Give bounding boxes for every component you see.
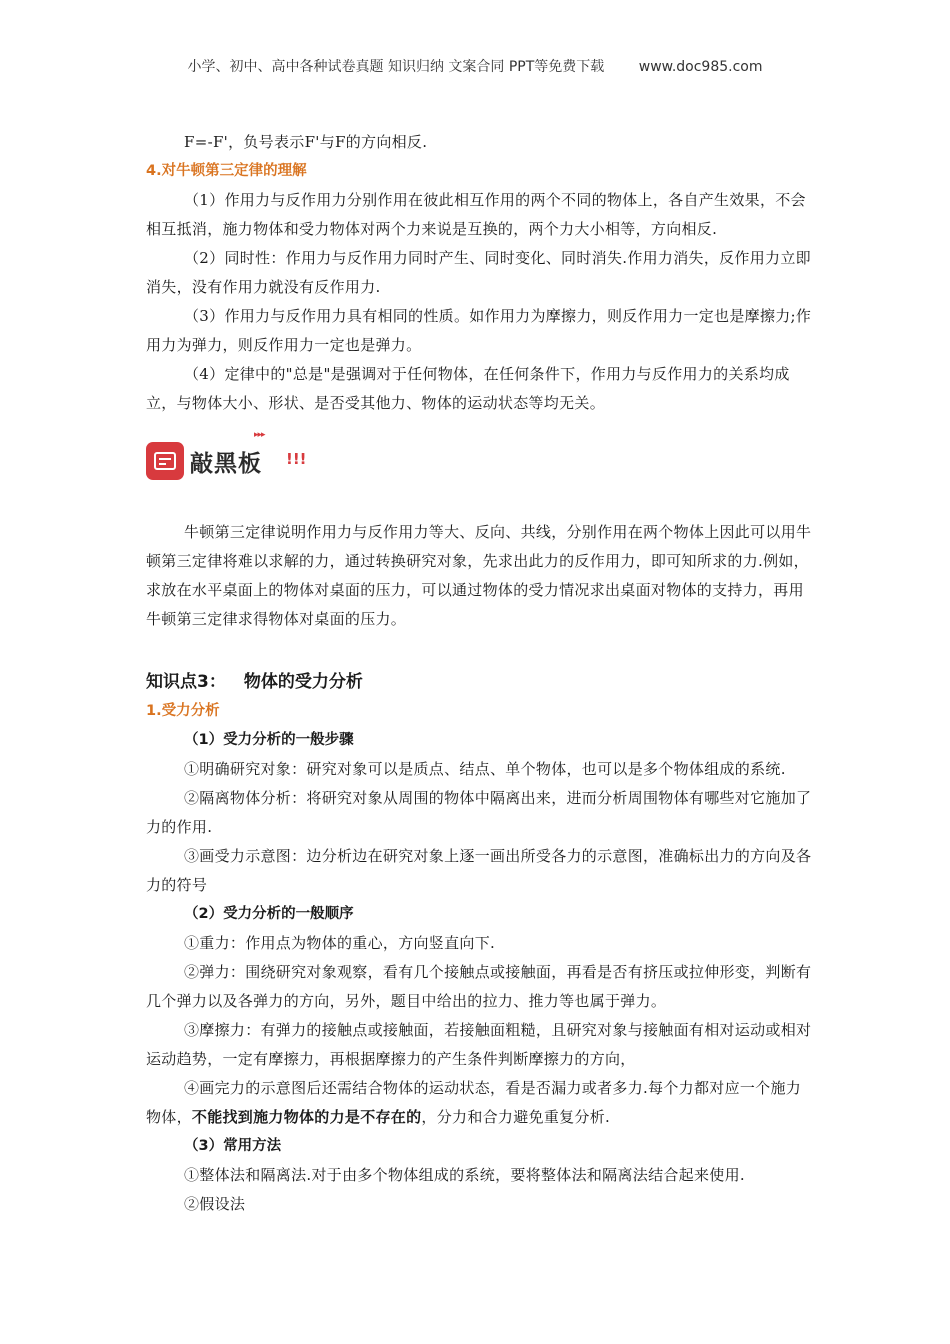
badge-arrows-icon: ▸▸▸ bbox=[254, 430, 265, 440]
knowledge-point-title: 物体的受力分析 bbox=[243, 672, 363, 692]
force-analysis-title: 1.受力分析 bbox=[146, 703, 220, 719]
section-4-item-2: （2）同时性：作用力与反作用力同时产生、同时变化、同时消失.作用力消失，反作用力立即消失，没有作用力就没有反作用力. bbox=[146, 249, 811, 296]
section-4-title: 4.对牛顿第三定律的理解 bbox=[146, 163, 307, 179]
page-header bbox=[0, 56, 950, 76]
order-3: ③摩擦力：有弹力的接触点或接触面，若接触面粗糙，且研究对象与接触面有相对运动或相对运动趋势，一定有摩擦力，再根据摩擦力的产生条件判断摩擦力的方向， bbox=[146, 1021, 812, 1068]
badge-exclamation: !!! bbox=[286, 450, 307, 468]
methods-title: （3）常用方法 bbox=[184, 1138, 282, 1154]
badge-label: 敲黑板 bbox=[190, 451, 262, 477]
header-url[interactable]: www.doc985.com bbox=[638, 59, 763, 75]
knock-blackboard-badge bbox=[146, 430, 814, 480]
order-1: ①重力：作用点为物体的重心，方向竖直向下. bbox=[184, 934, 496, 952]
section-4-item-1: （1）作用力与反作用力分别作用在彼此相互作用的两个不同的物体上，各自产生效果，不会相互抵消，施力物体和受力物体对两个力来说是互换的，两个力大小相等，方向相反. bbox=[146, 191, 806, 238]
knowledge-point-label: 知识点3： bbox=[146, 672, 226, 692]
section-4-item-4: （4）定律中的"总是"是强调对于任何物体，在任何条件下，作用力与反作用力的关系均成立，与物体大小、形状、是否受其他力、物体的运动状态等均无关。 bbox=[146, 365, 790, 412]
method-1: ①整体法和隔离法.对于由多个物体组成的系统，要将整体法和隔离法结合起来使用. bbox=[184, 1166, 745, 1184]
intro-line: F=-F'，负号表示F'与F的方向相反. bbox=[184, 133, 428, 151]
blackboard-icon bbox=[146, 442, 184, 480]
step-2: ②隔离物体分析：将研究对象从周围的物体中隔离出来，进而分析周围物体有哪些对它施加了力的作用. bbox=[146, 789, 812, 836]
note-paragraph: 牛顿第三定律说明作用力与反作用力等大、反向、共线，分别作用在两个物体上因此可以用牛顿第三定律将难以求解的力，通过转换研究对象，先求出此力的反作用力，即可知所求的力.例如，求放在水平桌面上的物体对桌面的压力，可以通过物体的受力情况求出桌面对物体的支持力，再用牛顿第三定律求得物体对桌面的压力。 bbox=[146, 523, 812, 628]
steps-title: （1）受力分析的一般步骤 bbox=[184, 732, 354, 748]
order-4-post: ，分力和合力避免重复分析. bbox=[421, 1108, 611, 1126]
method-2: ②假设法 bbox=[184, 1195, 246, 1213]
order-title: （2）受力分析的一般顺序 bbox=[184, 906, 354, 922]
order-4-bold: 不能找到施力物体的力是不存在的 bbox=[191, 1108, 422, 1126]
step-3: ③画受力示意图：边分析边在研究对象上逐一画出所受各力的示意图，准确标出力的方向及各力的符号 bbox=[146, 847, 812, 894]
step-1: ①明确研究对象：研究对象可以是质点、结点、单个物体，也可以是多个物体组成的系统. bbox=[184, 760, 786, 778]
order-2: ②弹力：围绕研究对象观察，看有几个接触点或接触面，再看是否有挤压或拉伸形变，判断有几个弹力以及各弹力的方向，另外，题目中给出的拉力、推力等也属于弹力。 bbox=[146, 963, 812, 1010]
document-body bbox=[146, 128, 814, 1219]
header-text: 小学、初中、高中各种试卷真题 知识归纳 文案合同 PPT等免费下载 bbox=[187, 59, 605, 75]
knowledge-point-3-heading bbox=[146, 667, 814, 697]
section-4-item-3: （3）作用力与反作用力具有相同的性质。如作用力为摩擦力，则反作用力一定也是摩擦力;作用力为弹力，则反作用力一定也是弹力。 bbox=[146, 307, 812, 354]
order-4-pre: ④画完力的示意图后还需结合物体的运动状态，看是否漏力或者多力.每个力都对应一个施力物体， bbox=[146, 1079, 802, 1126]
order-4 bbox=[146, 1074, 814, 1132]
